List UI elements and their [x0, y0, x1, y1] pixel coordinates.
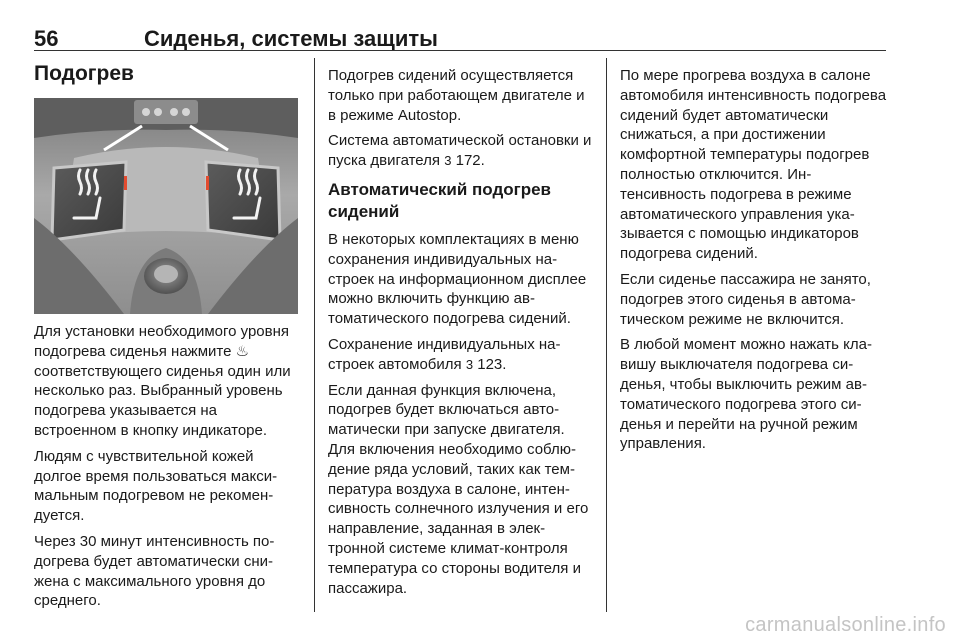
paragraph: В некоторых комплектациях в меню сохранения индивидуальных настроек на информационном дисплее можно включить функцию автоматического подогрева сидений. — [328, 230, 587, 328]
page-reference-link[interactable]: 123. — [473, 355, 507, 373]
text-run: Для установки необходимого уровня подогрева сиденья нажмите — [34, 323, 290, 360]
seat-heating-icon: ♨ — [235, 342, 250, 360]
paragraph: Через 30 минут интенсивность подогрева будет автоматически снижена с максимального уровня до среднего. — [34, 532, 275, 610]
column-3 — [620, 66, 888, 460]
chapter-title: Сиденья, системы защиты — [144, 26, 438, 51]
paragraph: В любой момент можно нажать клавишу выключателя подогрева сиденья, чтобы выключить режим автоматического подогрева этого сиденья и перейти на ручной режим управления. — [620, 336, 872, 453]
text-run: Сохранение индивидуальных настроек автомобиля — [328, 335, 561, 373]
column-divider-2 — [606, 58, 607, 612]
subsection-heading: Автоматический подогрев сидений — [328, 179, 552, 221]
text-run: соответствующего сиденья один или несколько раз. Выбранный уровень подогрева указывается на встроенном в кнопку индикаторе. — [34, 362, 291, 439]
watermark: carmanualsonline.info — [745, 614, 946, 636]
paragraph — [328, 335, 594, 375]
page-reference-arrow-icon: 3 — [465, 356, 474, 372]
header-divider — [34, 50, 886, 51]
page-header — [34, 22, 886, 50]
paragraph: Людям с чувствительной кожей долгое время пользоваться максимальным подогревом не рекомендуется. — [34, 447, 278, 525]
paragraph: Если сиденье пассажира не занято, подогрев этого сиденья в автоматическом режиме не включится. — [620, 270, 871, 328]
paragraph: По мере прогрева воздуха в салоне автомобиля интенсивность подогрева сидений будет автоматически снижаться, а при достижении комфортной температуры подогрев полностью отключится. Интенсивность подогрева в режиме автоматического управления указывается с помощью индикаторов подогрева сидений. — [620, 67, 887, 263]
paragraph: Если данная функция включена, подогрев будет включаться автоматически при запуске двигателя. Для включения необходимо соблюдение ряда условий, таких как температура воздуха в салоне, интенсивность солнечного излучения и его направление, заданная в электронной системе климат-контроля температура со стороны водителя и пассажира. — [328, 381, 589, 597]
column-divider-1 — [314, 58, 315, 612]
column-1 — [34, 322, 300, 617]
page-reference-link[interactable]: 172. — [451, 152, 485, 170]
text-run: Система автоматической остановки и пуска двигателя — [328, 132, 592, 170]
column-2 — [328, 66, 594, 604]
paragraph: Подогрев сидений осуществляется только при работающем двигателе и в режиме Autostop. — [328, 67, 585, 124]
seat-heating-figure — [34, 98, 298, 314]
page-number: 56 — [34, 26, 59, 51]
page-reference-arrow-icon: 3 — [444, 153, 452, 169]
paragraph — [328, 131, 594, 171]
seat-heating-buttons-photo — [34, 98, 298, 314]
section-title: Подогрев — [34, 62, 134, 85]
paragraph — [34, 322, 300, 441]
